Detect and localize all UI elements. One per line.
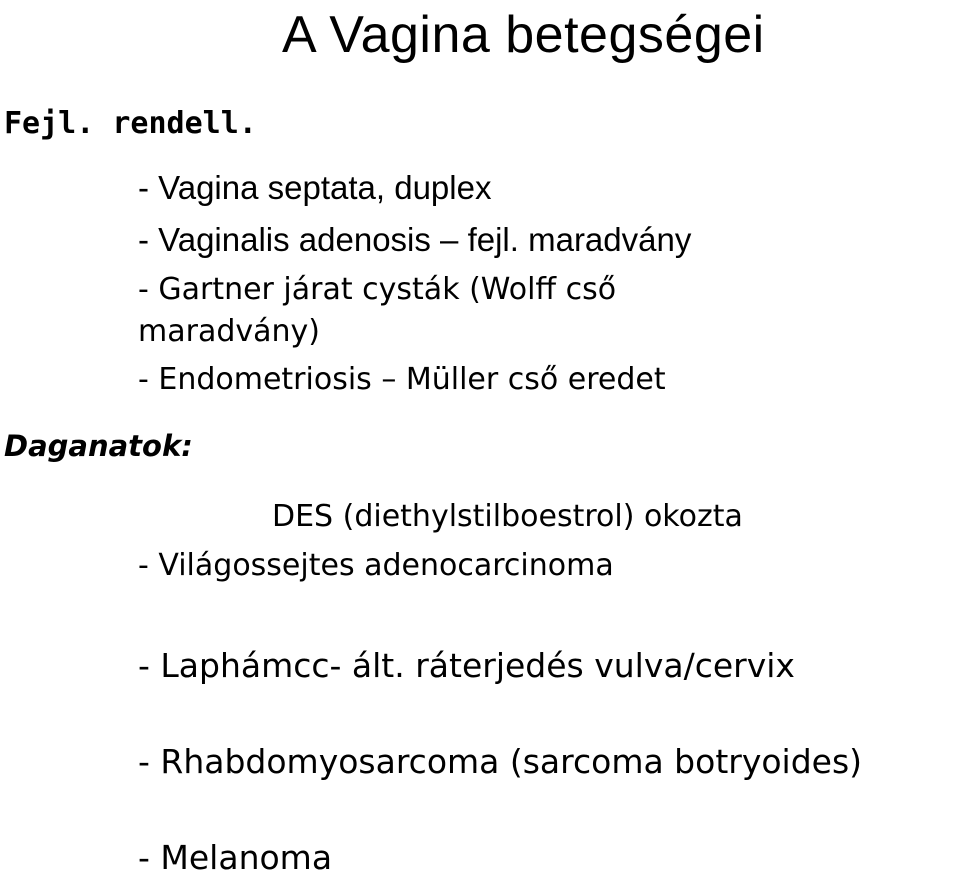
dev-item-vaginalis-adenosis: - Vaginalis adenosis – fejl. maradvány (138, 221, 692, 258)
dev-item-gartner-cysts: - Gartner járat cysták (Wolff cső (138, 272, 617, 307)
tumor-item-clear-cell-adenocarcinoma: - Világossejtes adenocarcinoma (138, 548, 614, 583)
dev-item-endometriosis: - Endometriosis – Müller cső eredet (138, 362, 666, 397)
tumor-item-rhabdomyosarcoma: - Rhabdomyosarcoma (sarcoma botryoides) (138, 742, 863, 781)
tumors-heading: Daganatok: (4, 429, 193, 463)
tumor-note-des: DES (diethylstilboestrol) okozta (272, 499, 743, 534)
slide-title: A Vagina betegségei (282, 6, 765, 64)
tumor-item-melanoma: - Melanoma (138, 838, 333, 877)
dev-item-gartner-cysts-continued: maradvány) (138, 314, 320, 349)
tumor-item-squamous-cell-carcinoma: - Laphámcc- ált. ráterjedés vulva/cervix (138, 646, 795, 685)
dev-item-vagina-septata: - Vagina septata, duplex (138, 169, 492, 206)
developmental-anomalies-heading: Fejl. rendell. (4, 106, 257, 141)
